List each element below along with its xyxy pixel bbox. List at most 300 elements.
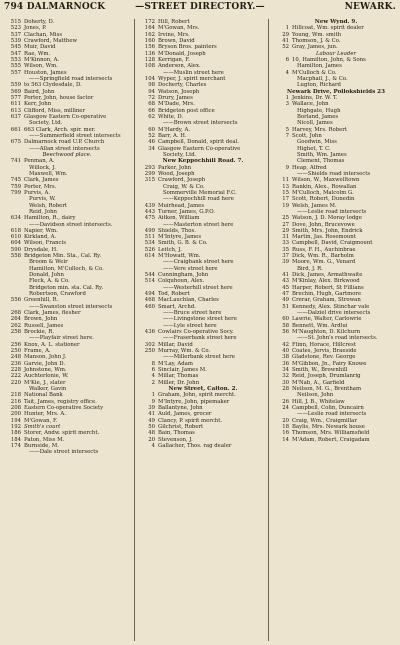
house-number: 208 [10,405,21,412]
occupant-name: Craig, Wm., Craigmillar [292,417,357,424]
directory-continuation: ——Craigbank street here [163,259,234,266]
occupant-name: Millar, David [158,341,193,348]
directory-column-1 [3,19,131,641]
house-number: 46 [148,139,155,146]
occupant-name: Smith, Mrs. John, Endrick [292,227,363,234]
directory-continuation: Craig, W. & Co. [163,183,205,190]
house-number: 30 [282,379,289,386]
occupant-name: Russ, F. H., Auchinbrae [292,246,356,253]
occupant-name: Graham, John, spirit mercht. [158,392,236,399]
house-number: 634 [10,215,21,222]
occupant-name: Wood, Joseph [158,170,195,177]
occupant-name: Kerr, John [24,101,52,108]
occupant-name: Tod, Robert [158,291,190,298]
house-number: 547 [10,50,21,57]
house-number: 661 [10,126,21,133]
place-subheading: Beechwood place. [42,151,92,158]
directory-continuation: Hamilton, M'Culloch, & Co. [29,265,104,272]
house-number: 637 [10,113,21,120]
house-number: 610 [10,234,21,241]
occupant-name: Baylis, Mrs. Newark house [292,424,365,430]
directory-continuation: ——Keppochhill road here [163,196,234,203]
directory-continuation: Highgate, Hugh [297,107,341,114]
house-number: 557 [10,69,21,76]
directory-continuation: Macphail, J., & Co. [297,75,348,82]
directory-column-2 [134,19,269,641]
occupant-name: Tait, James, registry office. [24,398,97,405]
house-number: 192 [10,424,21,430]
occupant-name: Frame, A. [24,348,51,355]
directory-continuation: Highet, T. C. [297,145,331,152]
house-number: 13 [282,183,289,190]
house-number: 675 [10,139,21,146]
directory-continuation: Maxwell, Wm. [29,170,68,177]
house-number: 569 [10,88,21,95]
house-number: 499 [144,227,155,234]
occupant-name: Sinclair, James M. [158,367,207,374]
occupant-name: Porter, Mrs. [24,183,57,190]
occupant-name: Smart, Archd. [158,303,196,310]
house-number: 160 [144,37,155,44]
occupant-name: Moore, Wm. G., Venard [292,259,356,266]
directory-continuation: ——Allan street intersects [29,145,100,152]
occupant-name: Bryson Bros. painters [158,44,217,51]
directory-continuation: Hamilton, James [297,63,342,70]
occupant-name: Purvis, A. [24,189,51,196]
house-number: 49 [282,297,289,304]
occupant-name: Crawford, Matthew [24,37,78,44]
house-number: 20 [282,417,289,424]
directory-continuation: Society, Ltd. [163,151,197,158]
house-number: 1 [285,94,289,101]
occupant-name: Manson, John J. [24,354,67,361]
house-number: 618 [10,227,21,234]
occupant-name: M'Dade, Mrs. [158,101,195,108]
house-number: 62 [148,113,155,120]
occupant-name: Gilchrist, Robert [158,424,204,430]
occupant-name: Auld, James, grocer [158,411,212,418]
house-number: 29 [282,227,289,234]
occupant-name: Gladstone, Rev. George [292,354,356,361]
occupant-name: M'Gibbon, Jn., Fairy Knowe [292,360,367,367]
occupant-name: Clark, James, flesher [24,310,81,317]
house-number: 33 [282,240,289,247]
occupant-name: Welsh, James M. [292,202,337,209]
house-number: 590 [10,246,21,253]
directory-continuation: ——Leslie road intersects [297,208,367,215]
house-number: 436 [144,329,155,336]
occupant-name: Bennett, Wm. Ardlui [292,322,348,329]
house-number: 1 [151,392,155,399]
occupant-name: Burnside, M. [24,442,59,449]
directory-continuation: ——Dalziel drive intersects [297,310,371,317]
occupant-name: Crawford, Joseph [158,177,206,184]
house-number: 759 [10,183,21,190]
occupant-name: Porter, John, house factor [24,94,94,101]
occupant-name: Smith, W., Brownhill [292,367,348,374]
occupant-name: M'Gowan, F. [24,417,58,424]
directory-continuation: Reid, John [29,208,57,215]
house-number: 577 [10,94,21,101]
directory-entry [271,437,400,443]
house-number: 136 [144,50,155,57]
house-number: 52 [148,132,155,139]
running-title: —STREET DIRECTORY.— [135,2,265,12]
house-number: 299 [144,170,155,177]
occupant-name: Knox, A. L. stationer [24,341,80,348]
occupant-name: Barr, A. H. [158,132,187,139]
occupant-name: Dick, James, Armathwaite [292,272,363,279]
house-number: 5 [285,126,289,133]
house-number: 18 [282,424,289,430]
occupant-name: Campbell, Donald, spirit deal. [158,139,239,146]
house-number: 31 [282,234,289,241]
occupant-name: Cowlairs Co-operative Socy. [158,329,234,336]
house-number: 25 [282,215,289,222]
house-number: 537 [10,31,21,38]
house-number: 41 [282,272,289,279]
occupant-name: Millar, Thomas [158,373,199,380]
house-number: 14 [282,436,289,443]
occupant-name: Auchterlonie, W. [24,373,69,380]
occupant-name: Clachan, Miss [24,31,63,38]
occupant-name: M'Kie, J., slater [24,379,66,386]
directory-continuation: ——Davidson street intersects. [29,221,113,228]
section-heading: New Wynd. 9. [314,19,358,25]
house-number: 41 [282,37,289,44]
directory-continuation: ——Lyle street here [163,322,217,329]
house-number: 250 [10,348,21,355]
occupant-name: Neilson, M. G., Brentham [292,386,362,393]
house-number: 468 [144,297,155,304]
occupant-name: Jones, P. [24,25,47,32]
house-number: 262 [10,322,21,329]
occupant-name: Napier, Wm. [24,227,58,234]
house-number: 34 [282,367,289,374]
directory-continuation: Borland, James [297,113,339,120]
directory-continuation: Willock, J. [29,164,56,171]
occupant-name: M'Nab, A., Garfield [292,379,345,386]
occupant-name: Dalmarnock road U.P. Church [24,139,105,146]
house-number: 41 [148,411,155,418]
place-subheading: Labour Leader [315,50,357,57]
house-number: 264 [10,316,21,323]
house-number: 94 [148,88,155,95]
house-number: 39 [148,405,155,412]
occupant-name: Thomson, J. & Co. [292,37,341,44]
house-number: 60 [148,126,155,133]
occupant-name: 663 Clark, Arch. spir. mer. [24,126,96,133]
occupant-name: Kennedy, Alex. Stinchar vale [292,303,370,310]
house-number: 68 [148,101,155,108]
occupant-name: Scott, Robert, Dunedin [292,196,355,203]
directory-continuation: Society, Ltd. [29,120,63,127]
house-number: 174 [10,442,21,449]
directory-continuation: ——Dale street intersects [29,449,99,456]
house-number: 511 [144,234,155,241]
occupant-name: Reid, Joseph, Drumlanrig [292,373,361,380]
occupant-name: Aitken, William [158,215,200,222]
house-number: 52 [282,44,289,51]
occupant-name: Russell, James [24,322,64,329]
house-number: 40 [282,348,289,355]
occupant-name: MacLauchlan, Charles [158,297,219,304]
house-number: 24 [282,405,289,412]
occupant-name: M'Adam, Robert, Craigadam [292,436,370,443]
house-number: 475 [144,215,155,222]
house-number: 514 [144,278,155,285]
occupant-name: Eastern Co-operative Society [24,405,104,412]
occupant-name: Campbell, Colin, Duncairn [292,405,364,412]
house-number: 9 [151,398,155,405]
house-number: 37 [282,253,289,260]
house-number: 741 [10,158,21,165]
house-number: 36 [282,360,289,367]
section-heading: New Keppochhill Road. 7. [162,158,244,165]
occupant-name: M'Culloch & Co. [292,69,337,76]
directory-continuation: Goodwin, Miss [297,139,337,146]
directory-continuation: Welsh, Robert [29,202,68,209]
house-number: 194 [10,417,21,424]
occupant-name: Turner, James, G.P.O. [158,208,215,215]
house-number: 1 [285,25,289,32]
house-number: 60 [282,316,289,323]
occupant-name: M'Intyre, John, pipemaker [158,398,230,405]
page-header [4,2,396,16]
house-number: 443 [144,208,155,215]
house-number: 614 [144,253,155,260]
house-number: 156 [144,44,155,51]
house-number: 38 [282,354,289,361]
house-number: 200 [10,411,21,418]
occupant-name: Wilson, Wm. [24,63,58,70]
house-number: 745 [10,177,21,184]
house-number: 51 [282,303,289,310]
occupant-name: Muir, David [24,44,56,51]
directory-continuation: ——Playfair street here. [29,335,94,342]
directory-continuation: ——Swanston street intersects [29,303,113,310]
occupant-name: Brown, David [158,37,195,44]
directory-continuation: Nicoll, James [297,120,333,127]
house-number: 315 [144,177,155,184]
occupant-name: Brechin, Hugh, Gartmore [292,291,362,298]
directory-continuation: ——Fraserbank street here [163,335,237,342]
occupant-name: M'Gowan, Mrs. [158,25,200,32]
house-number: 545 [10,44,21,51]
occupant-name: Leitch, J. [158,246,182,253]
house-number: 66 [148,107,155,114]
house-number: 248 [10,354,21,361]
house-number: 164 [144,25,155,32]
occupant-name: Hill, J. B., Whitelaw [292,398,345,405]
occupant-name: Clifford, Miss, milliner [24,107,86,114]
occupant-name: Muirhead, James [158,202,205,209]
house-number: 799 [10,189,21,196]
occupant-name: Docherty, Charles [158,82,207,89]
house-number: 526 [144,246,155,253]
directory-continuation: ——Shields road intersects [297,170,371,177]
house-number: 613 [10,107,21,114]
house-number: 186 [10,430,21,437]
house-number: 228 [10,367,21,374]
house-number: 104 [144,75,155,82]
directory-continuation: ——St. John's road intersects. [297,335,378,342]
occupant-name: Johnstone, Wm. [24,367,67,374]
house-number: 58 [282,322,289,329]
directory-continuation: ——Bruce street here [163,310,222,317]
directory-continuation: Bird, J. R. [297,265,323,272]
house-number: 534 [144,240,155,247]
house-number: 216 [10,398,21,405]
directory-continuation: ——Brown street intersects [163,120,238,127]
directory-column-3 [268,19,400,641]
directory-continuation: Purvis, W. [29,196,56,203]
house-number: 494 [144,291,155,298]
house-number: 47 [282,291,289,298]
house-number: 4 [151,442,155,449]
occupant-name: Watson, Joseph [158,88,200,95]
occupant-name: White, D. [158,113,184,120]
directory-continuation: ——Muslin street here [163,69,224,76]
house-number: 162 [144,31,155,38]
occupant-name: Flinn, Horace, Hillcrest [292,341,356,348]
house-number: 611 [10,101,21,108]
directory-continuation: ——Springfield road intersects [29,75,113,82]
directory-continuation: ——Summerfield street intersects [29,132,121,139]
occupant-name: Drury, James [158,94,193,101]
house-number: 17 [282,196,289,203]
occupant-name: Murray, Wm. & Co. [158,348,211,355]
occupant-name: Bridgeton Min. Sta., Cal. Ry. [24,253,102,260]
occupant-name: Glasgow Eastern Co-operative [158,145,241,152]
directory-continuation: Walker, Gavin [29,386,67,393]
house-number: 4 [151,373,155,380]
occupant-name: Wilson, W., Maxwelltown [292,177,360,184]
house-number: 6 [151,367,155,374]
house-number: 19 [282,202,289,209]
house-number: 256 [10,341,21,348]
occupant-name: Martin, Jas. Rosemount [292,234,356,241]
occupant-name: M'Kinnon, A. [24,56,60,63]
occupant-name: Gallacher, Thos. rag dealer [158,442,232,449]
occupant-name: M'Intyre, James [158,234,202,241]
directory-continuation: ——Masterton street here [163,221,234,228]
occupant-name: Glasgow Eastern Co-operative [24,113,107,120]
occupant-name: Cunningham, John [158,272,209,279]
directory-continuation: Bridgeton min. sta. Cal. Ry. [29,284,104,291]
directory-continuation: ——Westerhill street here [163,284,233,291]
occupant-name: Brockie, R. [24,329,54,336]
house-number: 11 [282,177,289,184]
occupant-name: Smith's court [24,424,61,430]
house-number: 72 [148,94,155,101]
occupant-name: Colquhoun, Alex. [158,278,205,285]
house-number: 50 [148,424,155,430]
occupant-name: M'Howatt, Wm. [158,253,201,260]
house-number: 4 [285,69,289,76]
occupant-name: Harper, Robert, St Fillians [292,284,364,291]
directory-continuation: Smith, Wm. James [297,151,347,158]
occupant-name: Clancy, P. spirit mercht. [158,417,223,424]
house-number: 220 [10,379,21,386]
occupant-name: Rae, Wm. [24,50,51,57]
house-number: 268 [10,310,21,317]
occupant-name: Kerrigan, F. [158,56,190,63]
occupant-name: Hill, Robert [158,19,190,25]
house-number: 6 [285,56,289,63]
occupant-name: Doherty, D. [24,19,55,25]
house-number: 27 [282,221,289,228]
directory-continuation: Donald, John [29,272,64,279]
occupant-name: Lawrie, Walter, Carlowrie [292,316,362,323]
house-number: 302 [144,341,155,348]
occupant-name: National Bank [24,392,63,399]
house-number: 15 [282,189,289,196]
occupant-name: Baird, John [24,88,55,95]
occupant-name: Hunter, Mrs. A. [24,411,66,418]
house-number: 544 [144,272,155,279]
occupant-name: M'Lay, Adam [158,360,193,367]
house-number: 293 [144,164,155,171]
occupant-name: Crerar, Graham, Strowan [292,297,361,304]
occupant-name: Dick, Wm. R., Barholm [292,253,354,260]
house-number: 222 [10,373,21,380]
directory-continuation: Sommerville Memorial F.C. [163,189,237,196]
house-number: 49 [148,417,155,424]
occupant-name: Greenhill, R. [24,297,59,304]
occupant-name: Penman, A. [24,158,55,165]
occupant-name: Anderson, Alex. [158,63,201,70]
page-number-title: 794 DALMARNOCK [4,2,106,12]
occupant-name: Coates, Jervis, Braeside [292,348,357,355]
occupant-name: Wilson, Francis [24,240,66,247]
directory-continuation: Fleck, A. & Co. [29,278,70,285]
directory-continuation: ——Leslie road intersects [297,411,367,418]
occupant-name: Dove, John, Brucevowe [292,221,355,228]
directory-continuation: Lugton, Richard [297,82,341,89]
occupant-name: Hamilton, R., dairy [24,215,76,222]
occupant-name: M'Hardy, A. [158,126,191,133]
house-number: 2 [151,379,155,386]
house-number: 460 [144,303,155,310]
occupant-name: Smith, G. B. & Co. [158,240,208,247]
directory-continuation: Robertson, Crawford [29,291,86,298]
occupant-name: Irvine, Mrs. [158,31,190,38]
occupant-name: Storer, Andw. spirit mercht. [24,430,100,437]
occupant-name: M'Naughton, D. Kilchurn [292,329,361,336]
house-number: 128 [144,56,155,63]
house-number: 172 [144,19,155,25]
house-number: 48 [148,430,155,437]
house-number: 556 [10,297,21,304]
house-number: 35 [282,246,289,253]
house-number: 32 [282,373,289,380]
section-heading: Newark Drive, Pollokshields 23 [287,88,385,95]
occupant-name: Harvey, Mrs. Robert [292,126,347,133]
occupant-name: Parker, John [158,164,192,171]
house-number: 523 [10,25,21,32]
occupant-name: Heap, Alfred [292,164,327,171]
house-number: 604 [10,240,21,247]
house-number: 56 [282,329,289,336]
house-number: 98 [148,82,155,89]
occupant-name: Bridgeton post office [158,107,215,114]
directory-continuation: Broom & Weir [29,259,68,266]
house-number: 539 [10,37,21,44]
house-number: 39 [282,259,289,266]
occupant-name: Garvie, John D. [24,360,66,367]
occupant-name: Rankin, Alex., Rowallan [292,183,357,190]
